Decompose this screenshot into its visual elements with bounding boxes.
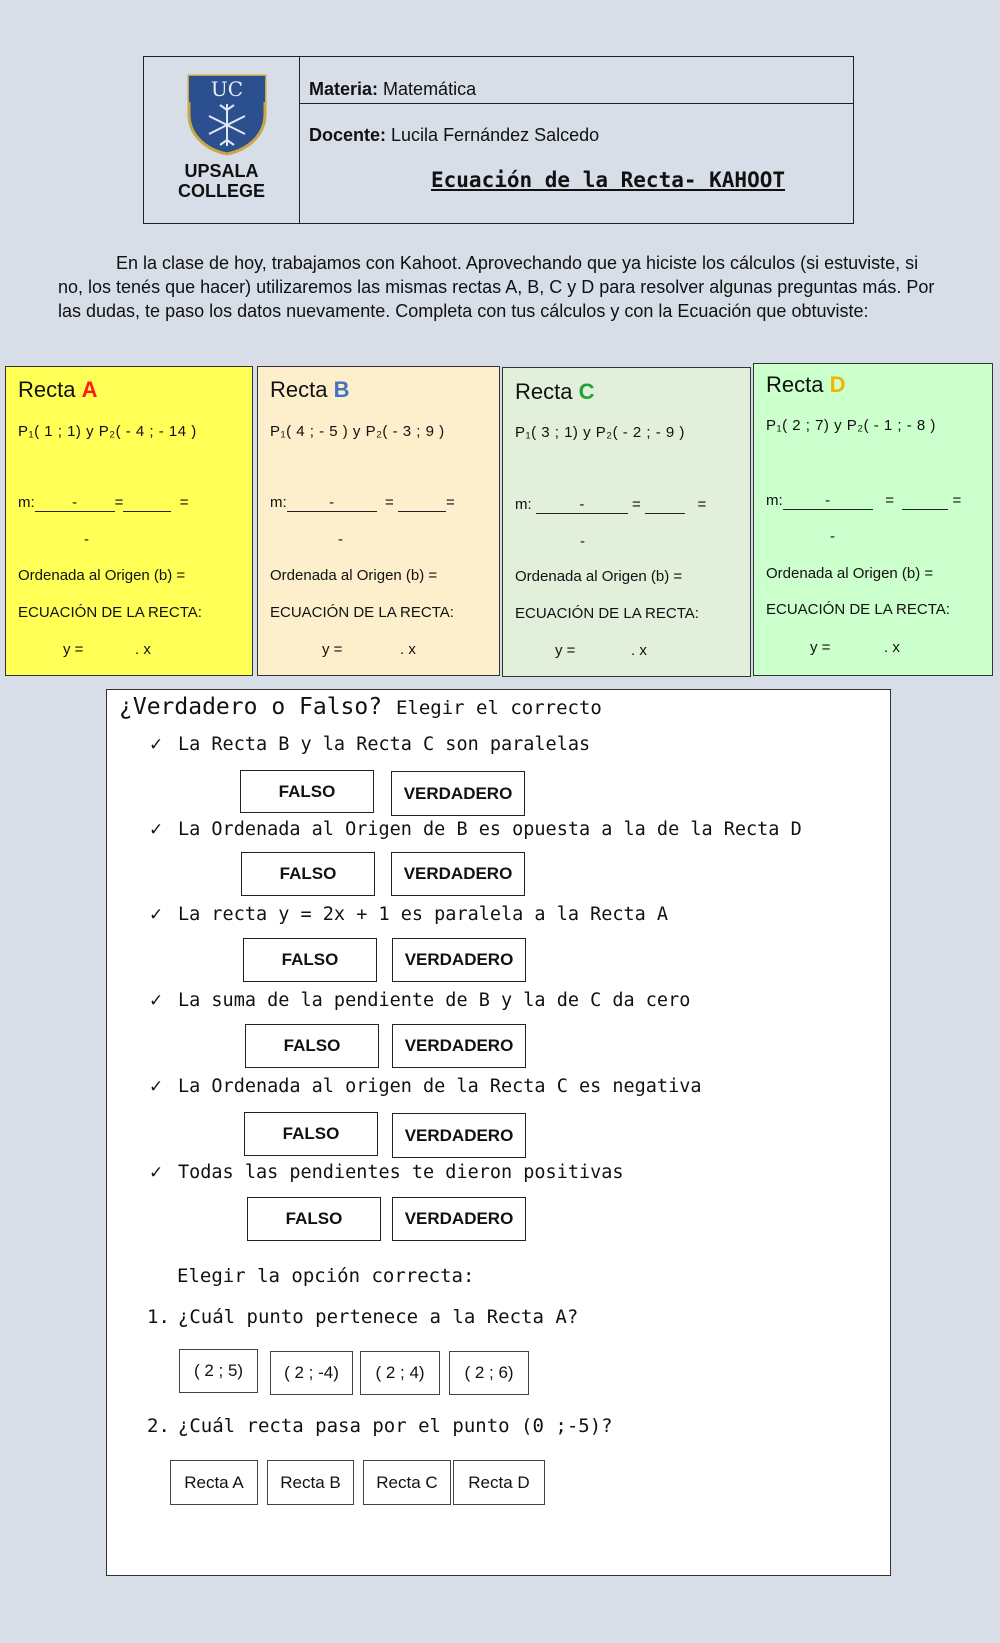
page-title: Ecuación de la Recta- KAHOOT [431, 168, 786, 192]
verdadero-button-1[interactable]: VERDADERO [391, 771, 525, 816]
card-points: P₁( 3 ; 1) y P₂( - 2 ; - 9 ) [515, 424, 685, 441]
svg-text:UC: UC [210, 77, 244, 101]
checkmark-icon: ✓ [149, 735, 164, 755]
y-equals: y = [63, 641, 84, 658]
quiz-title-main: ¿Verdadero o Falso? [119, 694, 383, 720]
slope-denominator-dash: - [338, 531, 343, 548]
ecuacion-label: ECUACIÓN DE LA RECTA: [18, 604, 202, 621]
statement-6: ✓ Todas las pendientes te dieron positivas [149, 1162, 624, 1183]
materia-row [299, 57, 853, 104]
verdadero-button-4[interactable]: VERDADERO [392, 1024, 526, 1068]
ordenada-label: Ordenada al Origen (b) = [766, 565, 934, 582]
logo-column [144, 57, 300, 223]
header-box [143, 56, 854, 224]
falso-button-5[interactable]: FALSO [244, 1112, 378, 1156]
slope-denominator-dash: - [580, 533, 585, 550]
ecuacion-label: ECUACIÓN DE LA RECTA: [766, 601, 950, 618]
card-recta-a [5, 366, 253, 676]
x-term: . x [400, 641, 416, 658]
y-equals: y = [322, 641, 343, 658]
q1-option-1[interactable]: ( 2 ; 5) [179, 1349, 258, 1393]
card-recta-c [502, 367, 751, 677]
verdadero-button-2[interactable]: VERDADERO [391, 852, 525, 896]
question-1: 1. ¿Cuál punto pertenece a la Recta A? [147, 1306, 579, 1328]
materia-field [309, 79, 476, 100]
q2-option-3[interactable]: Recta C [363, 1460, 451, 1505]
card-recta-d [753, 363, 993, 676]
card-title: Recta A [18, 377, 98, 402]
ecuacion-label: ECUACIÓN DE LA RECTA: [515, 605, 699, 622]
verdadero-button-6[interactable]: VERDADERO [392, 1197, 526, 1241]
falso-button-2[interactable]: FALSO [241, 852, 375, 896]
x-term: . x [135, 641, 151, 658]
q1-option-4[interactable]: ( 2 ; 6) [449, 1351, 529, 1395]
statement-5: ✓ La Ordenada al origen de la Recta C es negativa [149, 1076, 702, 1097]
college-name [144, 161, 299, 201]
y-equals: y = [555, 642, 576, 659]
slope-formula[interactable]: m: - = = [766, 492, 962, 509]
intro-paragraph: En la clase de hoy, trabajamos con Kahoot. Aprovechando que ya hiciste los cálculos (si estuviste, si no, los tenés que hacer) utilizaremos las mismas rectas A, B, C y D para resolver algunas preguntas más. Por las dudas, te paso los datos nuevamente. Completa con tus cálculos y con la Ecuación que obtuviste: [58, 253, 935, 321]
slope-formula[interactable]: m: - = = [515, 496, 707, 513]
q1-option-3[interactable]: ( 2 ; 4) [360, 1351, 440, 1395]
q2-option-1[interactable]: Recta A [170, 1460, 258, 1505]
card-letter: D [829, 372, 846, 397]
falso-button-4[interactable]: FALSO [245, 1024, 379, 1068]
materia-label: Materia: [309, 79, 379, 99]
card-recta-b [257, 366, 500, 676]
ordenada-label: Ordenada al Origen (b) = [515, 568, 683, 585]
materia-value: Matemática [383, 79, 477, 99]
quiz-subtitle: Elegir el correcto [395, 697, 602, 719]
checkmark-icon: ✓ [149, 905, 164, 925]
card-points: P₁( 4 ; - 5 ) y P₂( - 3 ; 9 ) [270, 423, 445, 440]
checkmark-icon: ✓ [149, 1077, 164, 1097]
card-letter: A [81, 377, 98, 402]
ordenada-label: Ordenada al Origen (b) = [18, 567, 186, 584]
docente-label: Docente: [309, 125, 387, 145]
y-equals: y = [810, 639, 831, 656]
docente-field [309, 125, 599, 146]
slope-denominator-dash: - [830, 528, 835, 545]
x-term: . x [631, 642, 647, 659]
college-shield-icon [187, 74, 267, 156]
ordenada-label: Ordenada al Origen (b) = [270, 567, 438, 584]
quiz-title [119, 694, 602, 720]
college-name-line1: UPSALA [184, 161, 259, 181]
verdadero-button-5[interactable]: VERDADERO [392, 1113, 526, 1158]
choose-heading: Elegir la opción correcta: [177, 1265, 475, 1287]
slope-formula[interactable]: m: - = = [270, 494, 455, 511]
statement-4: ✓ La suma de la pendiente de B y la de C da cero [149, 990, 691, 1011]
statement-2: ✓ La Ordenada al Origen de B es opuesta a la de la Recta D [149, 819, 802, 840]
ecuacion-label: ECUACIÓN DE LA RECTA: [270, 604, 454, 621]
question-2: 2. ¿Cuál recta pasa por el punto (0 ;-5)? [147, 1415, 613, 1437]
falso-button-3[interactable]: FALSO [243, 938, 377, 982]
card-title: Recta C [515, 379, 595, 404]
x-term: . x [884, 639, 900, 656]
slope-formula[interactable]: m: - = = [18, 494, 189, 511]
q1-option-2[interactable]: ( 2 ; -4) [270, 1351, 353, 1395]
verdadero-button-3[interactable]: VERDADERO [392, 938, 526, 982]
checkmark-icon: ✓ [149, 820, 164, 840]
card-letter: C [578, 379, 595, 404]
statement-3: ✓ La recta y = 2x + 1 es paralela a la Recta A [149, 904, 669, 925]
checkmark-icon: ✓ [149, 991, 164, 1011]
college-name-line2: COLLEGE [177, 181, 265, 201]
card-letter: B [333, 377, 350, 402]
docente-value: Lucila Fernández Salcedo [391, 125, 600, 145]
card-title: Recta B [270, 377, 350, 402]
card-title: Recta D [766, 372, 846, 397]
statement-1: ✓ La Recta B y la Recta C son paralelas [149, 734, 591, 755]
card-points: P₁( 1 ; 1) y P₂( - 4 ; - 14 ) [18, 423, 197, 440]
card-points: P₁( 2 ; 7) y P₂( - 1 ; - 8 ) [766, 417, 936, 434]
quiz-box [106, 689, 891, 1576]
falso-button-6[interactable]: FALSO [247, 1197, 381, 1241]
falso-button-1[interactable]: FALSO [240, 770, 374, 813]
q2-option-2[interactable]: Recta B [267, 1460, 354, 1505]
slope-denominator-dash: - [84, 531, 89, 548]
checkmark-icon: ✓ [149, 1163, 164, 1183]
q2-option-4[interactable]: Recta D [453, 1460, 545, 1505]
